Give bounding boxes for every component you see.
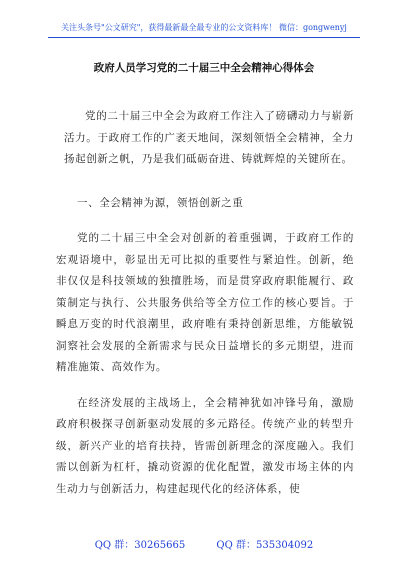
document-body: [56, 106, 354, 500]
footer-qq-groups: [0, 536, 408, 551]
footer-qq-group-1: QQ 群：30265665: [94, 540, 186, 551]
body-paragraph-1: 党的二十届三中全会对创新的着重强调，于政府工作的宏观语境中，彰显出无可比拟的重要性与紧迫性。创新，绝非仅仅是科技领域的独擅胜场，而是贯穿政府职能履行、政策制定与执行、公共服务供给等全方位工作的核心要旨。于瞬息万变的时代浪潮里，政府唯有秉持创新思维，方能敏锐洞察社会发展的全新需求与民众日益增长的多元期望，进而精准施策、高效作为。: [56, 232, 354, 373]
document-title: 政府人员学习党的二十届三中全会精神心得体会: [93, 62, 315, 74]
header-divider: [48, 37, 360, 38]
header-banner: 关注头条号"公文研究"，获得最新最全最专业的公文资料库！ 微信：gongwenyj: [61, 23, 347, 32]
footer-qq-group-2: QQ 群：535304092: [216, 540, 314, 551]
body-paragraph-2: 在经济发展的主战场上，全会精神犹如冲锋号角，激励政府积极探寻创新驱动发展的多元路径。传统产业的转型升级，新兴产业的培育扶持，皆需创新理念的深度融入。我们需以创新为杠杆，撬动资源的优化配置，激发市场主体的内生动力与创新活力，构建起现代化的经济体系，使: [56, 396, 354, 495]
intro-paragraph: 党的二十届三中全会为政府工作注入了磅礴动力与崭新活力。于政府工作的广袤天地间，深刻领悟全会精神，全力扬起创新之帆，乃是我们砥砺奋进、铸就辉煌的关键所在。: [64, 110, 354, 165]
section-heading: 一、全会精神为源，领悟创新之重: [77, 196, 244, 209]
